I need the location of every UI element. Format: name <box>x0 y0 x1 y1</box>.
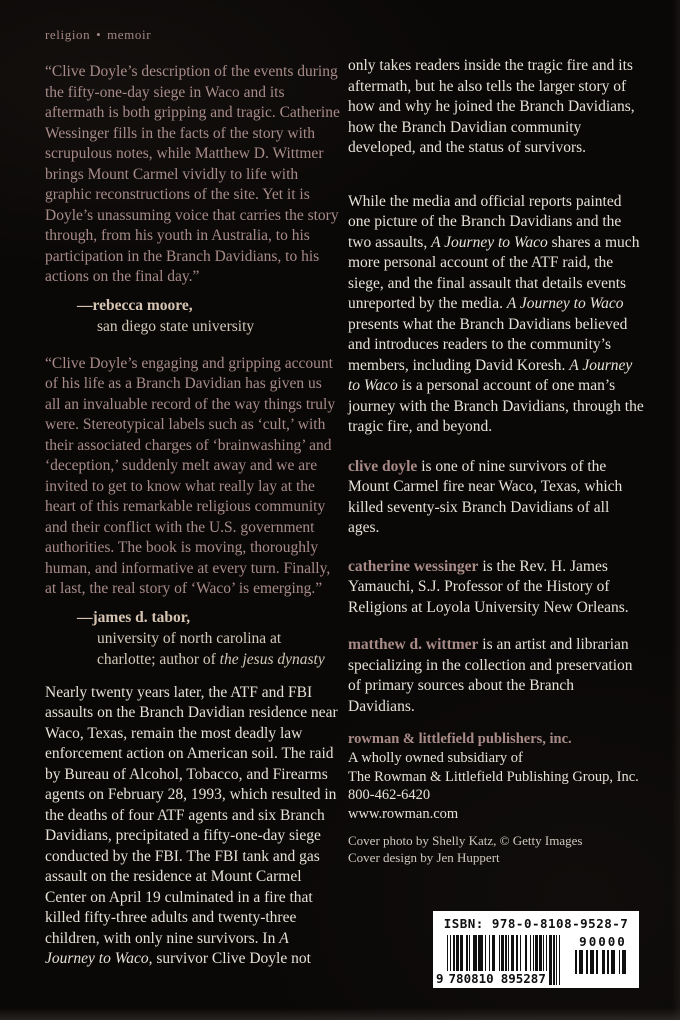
synopsis-paragraph-1: Nearly twenty years later, the ATF and FBI assaults on the Branch Davidian residence near Waco, Texas, remain the most deadly law enforcement action on American soil. The raid by Bureau of Alcohol, Tobacco, and Firearms agents on February 28, 1993, which resulted in the deaths of four ATF agents and six Branch Davidians, precipitated a fifty-one-day siege conducted by the FBI. The FBI tank and gas assault on the residence at Mount Carmel Center on April 19 culminated in a fire that killed fifty-three adults and twenty-three children, with only nine survivors. In A Journey to Waco, survivor Clive Doyle not <box>45 683 338 967</box>
reviewer-affiliation: university of north carolina at charlotte; author of the jesus dynasty <box>97 629 325 668</box>
publisher-details: A wholly owned subsidiary of The Rowman & Littlefield Publishing Group, Inc. 800-462-6420 www.rowman.com <box>348 750 639 822</box>
barcode <box>433 911 639 988</box>
synopsis-paragraph-2: only takes readers inside the tragic fire and its aftermath, but he also tells the larger story of how and why he joined the Branch Davidians, how the Branch Davidian community developed, and the status of survivors. <box>348 57 635 156</box>
author-bio-clive-doyle: clive doyle is one of nine survivors of the Mount Carmel fire near Waco, Texas, which killed seventy-six Branch Davidians of all ages. <box>348 457 623 536</box>
synopsis-paragraph-3: While the media and official reports painted one picture of the Branch Davidians and the two assaults, A Journey to Waco shares a much more personal account of the ATF raid, the siege, and the final assault that details events unreported by the media. A Journey to Waco presents what the Branch Davidians believed and introduces readers to the community’s members, including David Koresh. A Journey to Waco is a personal account of one man’s journey with the Branch Davidians, through the tragic fire, and beyond. <box>348 192 644 435</box>
review-attribution-1 <box>45 295 341 337</box>
barcode-addon-area <box>575 935 631 974</box>
barcode-digit-group-2: 895287 <box>500 971 546 986</box>
author-bio-matthew-wittmer: matthew d. wittmer is an artist and librarian specializing in the collection and preservation of primary sources about the Branch Davidians. <box>348 636 633 715</box>
author-bio-catherine-wessinger: catherine wessinger is the Rev. H. James Yamauchi, S.J. Professor of the History of Religions at Loyola University New Orleans. <box>348 557 629 616</box>
right-column <box>348 56 644 866</box>
left-column <box>45 27 341 970</box>
reviewer-name: —rebecca moore, <box>77 296 193 314</box>
barcode-bars-addon <box>575 950 631 974</box>
review-quote-1: “Clive Doyle’s description of the events during the fifty-one-day siege in Waco and its aftermath is both gripping and tragic. Catherine Wessinger fills in the facts of the story with scrupulous notes, while Matthew D. Wittmer brings Mount Carmel vividly to life with graphic reconstructions of the site. Yet it is Doyle’s unassuming voice that carries the story through, from his youth in Australia, to his participation in the Branch Davidians, to his actions on the final day.” <box>45 63 340 285</box>
barcode-digits <box>436 972 548 985</box>
barcode-digit-lead: 9 <box>436 971 444 986</box>
isbn-text: ISBN: 978-0-8108-9528-7 <box>443 916 629 931</box>
reviewer-name: —james d. tabor, <box>77 608 191 626</box>
barcode-price-code: 90000 <box>579 934 627 949</box>
review-quote-2: “Clive Doyle’s engaging and gripping account of his life as a Branch Davidian has given us all an invaluable record of the way things truly were. Stereotypical labels such as ‘cult,’ with their associated charges of ‘brainwashing’ and ‘deception,’ suddenly melt away and we are invited to get to know what really lay at the heart of this remarkable religious community and their conflict with the U.S. government authorities. The book is moving, thoroughly human, and informative at every turn. Finally, at last, the real story of ‘Waco’ is emerging.” <box>45 354 336 597</box>
photo-edge-right <box>672 0 680 1020</box>
publisher-block <box>348 730 644 823</box>
publisher-name: rowman & littlefield publishers, inc. <box>348 731 572 747</box>
category-tag: religion • memoir <box>45 27 152 42</box>
photo-edge-bottom <box>0 1008 680 1020</box>
review-attribution-2 <box>45 607 341 670</box>
barcode-main-area <box>436 935 569 986</box>
barcode-digit-group-1: 780810 <box>448 971 494 986</box>
cover-credits: Cover photo by Shelly Katz, © Getty Images Cover design by Jen Huppert <box>348 833 583 865</box>
reviewer-affiliation: san diego state university <box>97 317 255 335</box>
